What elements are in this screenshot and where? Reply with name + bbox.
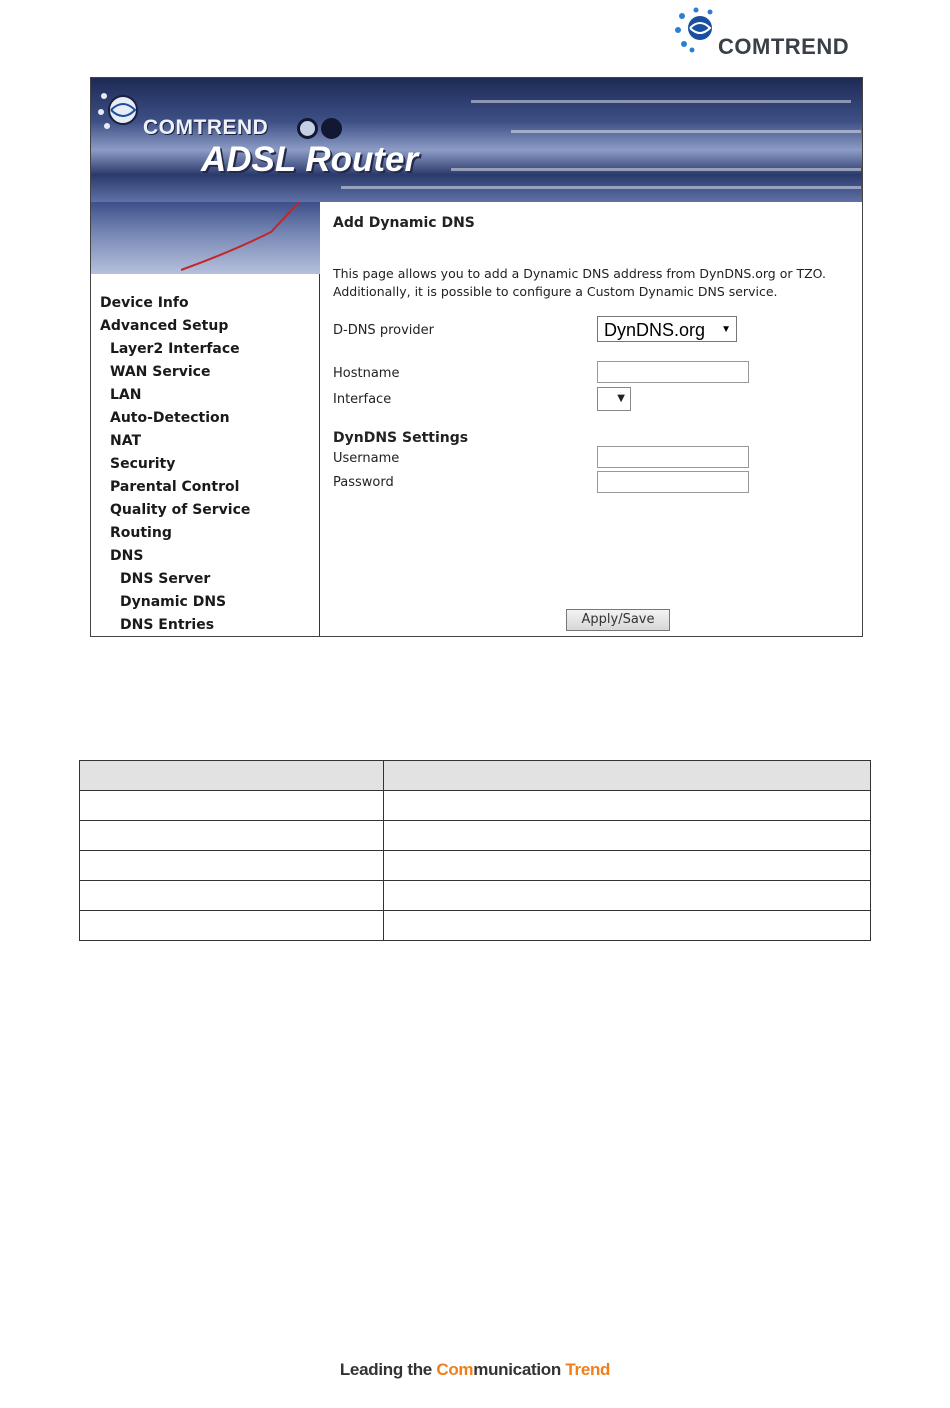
table-header-cell xyxy=(384,761,871,791)
password-input[interactable] xyxy=(597,471,749,493)
sidebar-nav xyxy=(91,274,320,636)
footer-text-3: munication xyxy=(473,1360,566,1379)
sidebar-item-auto-detection[interactable]: Auto-Detection xyxy=(110,410,230,426)
footer-text-4: Trend xyxy=(565,1360,611,1379)
description-line-1: This page allows you to add a Dynamic DNS address from DynDNS.org or TZO. xyxy=(333,266,826,281)
banner-red-swoosh xyxy=(181,202,321,274)
table-cell xyxy=(80,791,384,821)
table-row xyxy=(80,821,871,851)
router-screenshot xyxy=(90,77,863,637)
logo-wordmark: COMTREND xyxy=(718,34,850,59)
username-input[interactable] xyxy=(597,446,749,468)
password-label: Password xyxy=(333,475,394,490)
table-cell xyxy=(384,851,871,881)
table-row xyxy=(80,911,871,941)
small-globe-icon xyxy=(95,84,145,136)
hostname-label: Hostname xyxy=(333,366,400,381)
table-cell xyxy=(80,881,384,911)
provider-select[interactable] xyxy=(597,316,737,342)
table-cell xyxy=(384,791,871,821)
sidebar-item-dns-entries[interactable]: DNS Entries xyxy=(120,617,215,633)
table-cell xyxy=(384,911,871,941)
sidebar-item-routing[interactable]: Routing xyxy=(110,525,172,541)
sidebar-item-layer2-interface[interactable]: Layer2 Interface xyxy=(110,341,240,357)
content-panel xyxy=(320,202,862,636)
table-header-row xyxy=(80,761,871,791)
footer-text-2: Com xyxy=(436,1360,474,1379)
interface-select[interactable] xyxy=(597,387,631,411)
interface-label: Interface xyxy=(333,392,392,407)
settings-heading: DynDNS Settings xyxy=(333,430,469,446)
page-title: Add Dynamic DNS xyxy=(333,215,475,231)
table-cell xyxy=(384,881,871,911)
table-cell xyxy=(80,851,384,881)
sidebar-item-dynamic-dns[interactable]: Dynamic DNS xyxy=(120,594,227,610)
reference-table xyxy=(79,760,871,941)
footer-text-1: Leading the xyxy=(339,1360,437,1379)
product-title: ADSL Router xyxy=(201,140,419,179)
sidebar-item-wan-service[interactable]: WAN Service xyxy=(110,364,211,380)
comtrend-logo xyxy=(668,4,868,60)
footer-slogan xyxy=(0,1360,950,1380)
router-banner xyxy=(91,78,862,202)
sidebar-item-device-info[interactable]: Device Info xyxy=(100,295,189,311)
chevron-down-icon: ▼ xyxy=(721,324,731,335)
globe-logo-icon xyxy=(670,4,720,56)
router-brand-text: COMTREND xyxy=(143,116,269,139)
nav-list xyxy=(91,274,319,637)
table-header-cell xyxy=(80,761,384,791)
table-cell xyxy=(80,911,384,941)
chevron-down-icon: ▼ xyxy=(617,393,625,404)
provider-label: D-DNS provider xyxy=(333,323,434,338)
apply-save-button[interactable]: Apply/Save xyxy=(566,609,670,631)
page-description xyxy=(333,265,826,301)
provider-select-value: DynDNS.org xyxy=(604,320,706,340)
table-row xyxy=(80,851,871,881)
table-row xyxy=(80,791,871,821)
sidebar-item-dns[interactable]: DNS xyxy=(110,548,144,564)
sidebar-item-nat[interactable]: NAT xyxy=(110,433,142,449)
table-cell xyxy=(80,821,384,851)
sidebar-item-quality-of-service[interactable]: Quality of Service xyxy=(110,502,251,518)
username-label: Username xyxy=(333,451,400,466)
table-cell xyxy=(384,821,871,851)
table-row xyxy=(80,881,871,911)
description-line-2: Additionally, it is possible to configure a Custom Dynamic DNS service. xyxy=(333,284,778,299)
sidebar-item-advanced-setup[interactable]: Advanced Setup xyxy=(100,318,229,334)
sidebar-item-parental-control[interactable]: Parental Control xyxy=(110,479,240,495)
banner-left-strip xyxy=(91,202,320,274)
sidebar-item-lan[interactable]: LAN xyxy=(110,387,142,403)
sidebar-item-security[interactable]: Security xyxy=(110,456,176,472)
sidebar-item-dns-server[interactable]: DNS Server xyxy=(120,571,211,587)
hostname-input[interactable] xyxy=(597,361,749,383)
